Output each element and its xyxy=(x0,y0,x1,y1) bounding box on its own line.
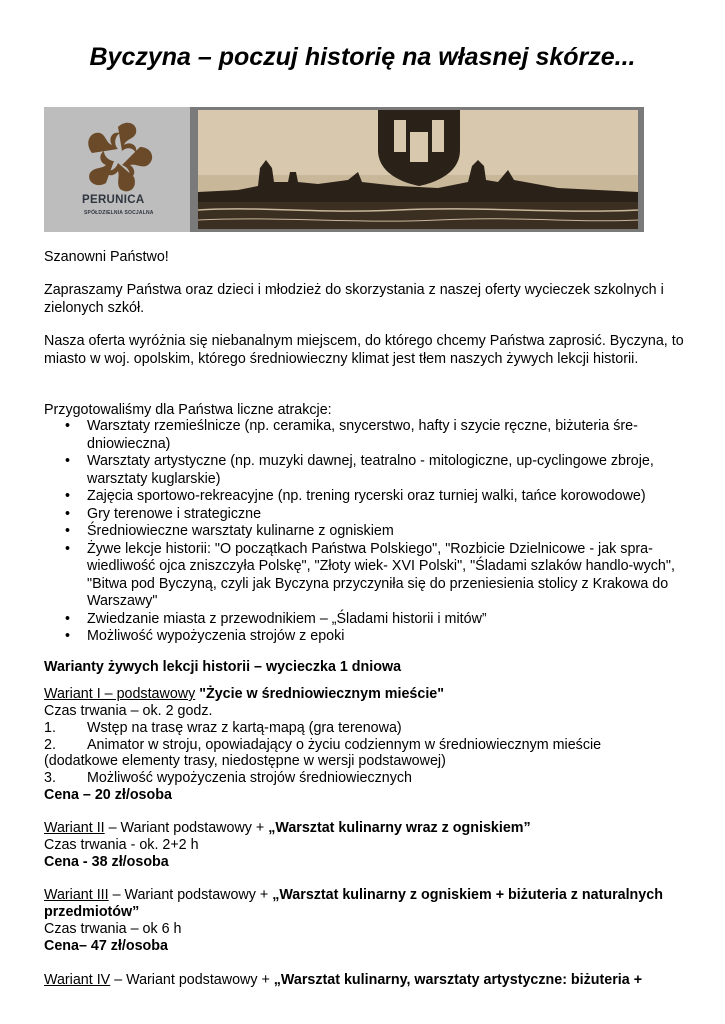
variant-1-heading xyxy=(44,686,694,704)
variant-4-title: „Warsztat kulinarny, warsztaty artystyczne: biżuteria + xyxy=(273,972,643,988)
header-banner xyxy=(44,107,644,232)
variant-3-heading: Wariant III – Wariant podstawowy + „Warsztat kulinarny z ogniskiem + biżuteria z naturalnych xyxy=(44,887,663,903)
attractions-list xyxy=(44,418,684,646)
logo-name: PERUNICA xyxy=(82,194,145,206)
perunica-swirl-icon xyxy=(78,117,158,195)
variant-2-label: Wariant II xyxy=(44,820,105,836)
byczyna-skyline-illustration xyxy=(190,107,644,232)
variant-3-title-cont: przedmiotów” xyxy=(44,904,140,920)
list-item: • Żywe lekcje historii: "O początkach Państwa Polskiego", "Rozbicie Dzielnicowe - jak spra-wiedliwość ojca zniszczyła Polskę", "Złoty wiek- XVI Polski", "Śladami szlaków handlo-wych", "Bitwa pod Byczyną, czyli jak Byczyna przyczyniła się do przeniesienia stolicy z Krakowa do Warszawy" xyxy=(44,541,684,611)
variant-1-title: "Życie w średniowiecznym mieście" xyxy=(195,686,445,702)
variant-3-label: Wariant III xyxy=(44,887,109,903)
perunica-logo xyxy=(44,107,190,232)
variant-2-price: Cena - 38 zł/osoba xyxy=(44,854,169,870)
list-item: • Możliwość wypożyczenia strojów z epoki xyxy=(44,628,684,646)
variant-4-heading: Wariant IV – Wariant podstawowy + „Warsztat kulinarny, warsztaty artystyczne: biżuteria + xyxy=(44,972,643,988)
greeting: Szanowni Państwo! xyxy=(44,249,169,265)
list-item: • Zajęcia sportowo-rekreacyjne (np. trening rycerski oraz turniej walki, tańce korowodowe) xyxy=(44,488,684,506)
variant-1-item: 3. Możliwość wypożyczenia strojów średniowiecznych xyxy=(44,770,412,786)
variant-3-title: „Warsztat kulinarny z ogniskiem + biżuteria z naturalnych xyxy=(272,887,663,903)
variant-1-duration: Czas trwania – ok. 2 godz. xyxy=(44,703,213,719)
variant-1-item-note: (dodatkowe elementy trasy, niedostępne w wersji podstawowej) xyxy=(44,753,446,769)
variant-1-label: Wariant I – podstawowy xyxy=(44,686,196,702)
variant-2-heading: Wariant II – Wariant podstawowy + „Warsztat kulinarny wraz z ogniskiem” xyxy=(44,820,531,836)
intro-paragraph: Zapraszamy Państwa oraz dzieci i młodzież do skorzystania z naszej oferty wycieczek szkolnych i zielonych szkół. xyxy=(44,282,664,316)
variant-1-price: Cena – 20 zł/osoba xyxy=(44,787,172,803)
offer-paragraph: Nasza oferta wyróżnia się niebanalnym miejscem, do którego chcemy Państwa zaprosić. Byczyna, to miasto w woj. opolskim, którego średniowieczny klimat jest tłem naszych żywych lekcji historii. xyxy=(44,333,684,367)
variant-3-price: Cena– 47 zł/osoba xyxy=(44,938,168,954)
list-item: • Warsztaty rzemieślnicze (np. ceramika, snycerstwo, hafty i szycie ręczne, biżuteria śre-dniowieczna) xyxy=(44,418,684,453)
attractions-intro: Przygotowaliśmy dla Państwa liczne atrakcje: xyxy=(44,402,332,418)
variant-3-duration: Czas trwania – ok 6 h xyxy=(44,921,182,937)
variant-1-item: 2. Animator w stroju, opowiadający o życiu codziennym w średniowiecznym mieście xyxy=(44,737,602,753)
variant-4-label: Wariant IV xyxy=(44,972,111,988)
list-item: • Średniowieczne warsztaty kulinarne z ogniskiem xyxy=(44,523,684,541)
list-item: • Zwiedzanie miasta z przewodnikiem – „Śladami historii i mitów” xyxy=(44,611,684,629)
variant-2-duration: Czas trwania - ok. 2+2 h xyxy=(44,837,199,853)
variant-1-item: 1. Wstęp na trasę wraz z kartą-mapą (gra terenowa) xyxy=(44,720,402,736)
variants-heading: Warianty żywych lekcji historii – wycieczka 1 dniowa xyxy=(44,659,402,675)
variant-2-title: „Warsztat kulinarny wraz z ogniskiem” xyxy=(268,820,531,836)
page-title: Byczyna – poczuj historię na własnej skórze... xyxy=(89,43,636,71)
list-item: • Gry terenowe i strategiczne xyxy=(44,506,684,524)
logo-subtitle: SPÓŁDZIELNIA SOCJALNA xyxy=(84,210,154,216)
list-item: • Warsztaty artystyczne (np. muzyki dawnej, teatralno - mitologiczne, up-cyclingowe zbroje, warsztaty kuglarskie) xyxy=(44,453,684,488)
